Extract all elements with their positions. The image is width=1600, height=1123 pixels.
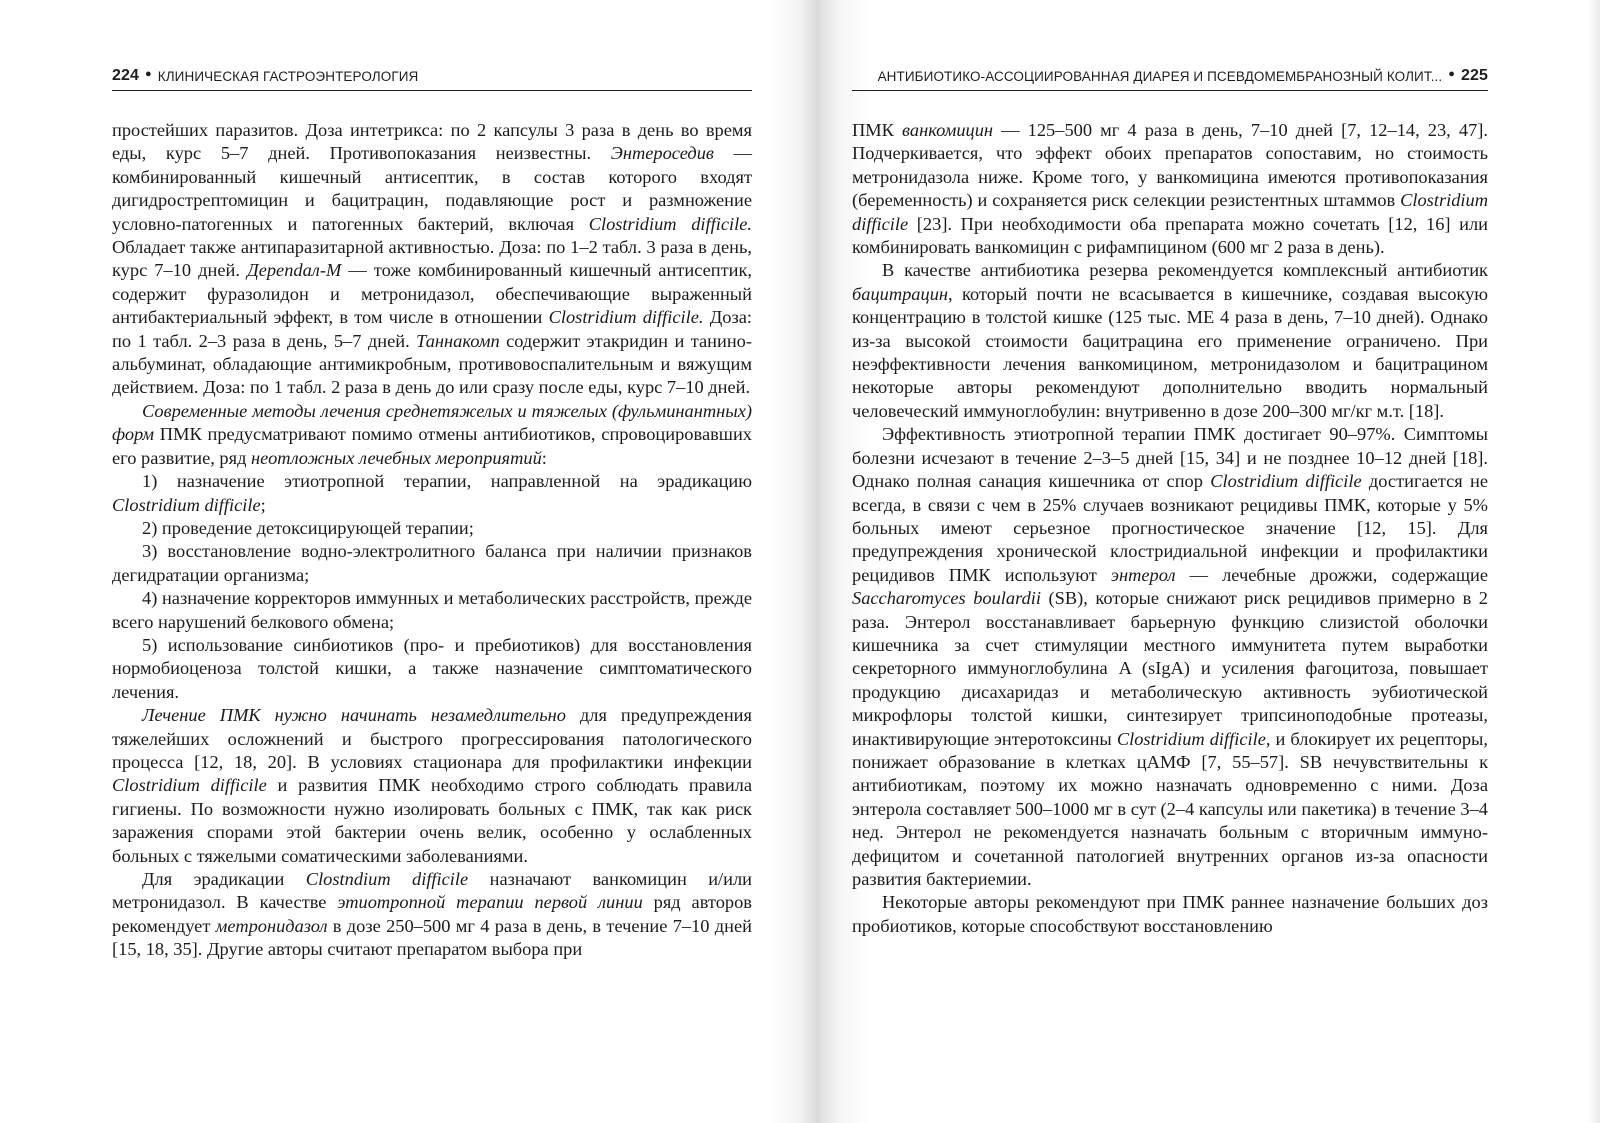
paragraph: Лечение ПМК нужно начинать незамедлительно для предупреждения тяжелейших осложнений и быстрого прогрессирования патологического процесса [12, 18, 20]. В условиях стационара для профилактики инфекции Clostridium difficile и развития ПМК необходимо строго соблюдать правила гигиены. По возможности нужно изолировать больных с ПМК, так как риск заражения спорами этой бактерии очень велик, особенно у ослабленных больных с тяжелыми соматическими заболеваниями. — [112, 705, 752, 866]
paragraph: Некоторые авторы рекомендуют при ПМК раннее назначение больших доз пробиотиков, которые способствуют восстановлению — [852, 892, 1488, 936]
paragraph: В качестве антибиотика резерва рекомендуется комплексный антибиотик бацитрацин, который почти не всасывается в кишечнике, создавая высокую концентрацию в толстой кишке (125 тыс. МЕ 4 раза в день, 7–10 дней). Однако из-за высокой стоимости бацитрацина его применение ограничено. При неэффективности лечения ванкомицином, метронидазолом и бацитрацином некоторые авторы рекомендуют дополнительно вводить нормальный человеческий иммуноглобулин: внутривенно в дозе 200–300 мг/кг м.т. [18]. — [852, 260, 1488, 421]
right-running-head-title: АНТИБИОТИКО-АССОЦИИРОВАННАЯ ДИАРЕЯ И ПСЕВДОМЕМБРАНОЗНЫЙ КОЛИТ... — [877, 68, 1443, 84]
paragraph: Современные методы лечения среднетяжелых и тяжелых (фульминантных) форм ПМК предусматривают помимо отмены антибиотиков, спровоцировавших его развитие, ряд неотложных лечебных мероприятий: — [112, 400, 752, 468]
page-edge — [1588, 0, 1600, 1123]
left-running-header — [112, 62, 752, 91]
paragraph: простейших паразитов. Доза интетрикса: по 2 капсулы 3 раза в день во время еды, курс 5–7 дней. Противопоказания неизвестны. Энтероседив — комбинированный кишечный антисептик, в состав которого входят дигидрострептомицин и бацитрацин, подавляющие рост и размножение условно-патогенных и патогенных бактерий, включая Clostridium difficile. Обладает также антипаразитарной активностью. Доза: по 1–2 табл. 3 раза в день, курс 7–10 дней. Дependaл-М — тоже комбинированный кишечный антисептик, содержит фуразолидон и метронидазол, обеспечивающие выраженный антибактериальный эффект, в том числе в отношении Clostridium difficile. Доза: по 1 табл. 2–3 раза в день, 5–7 дней. Таннакомп содержит этакридин и таниноальбуминат, обладающие антимикробным, противовоспалительным и вяжущим действием. Доза: по 1 табл. 2 раза в день до или сразу после еды, курс 7–10 дней. — [112, 120, 753, 398]
header-bullet-icon: ● — [145, 68, 152, 80]
paragraph: Эффективность этиотропной терапии ПМК достигает 90–97%. Симптомы болезни исчезают в течение 2–3–5 дней [15, 34] и не позднее 10–12 дней [18]. Однако полная санация кишечника от спор Clostridium difficile достигается не всегда, в связи с чем в 25% случаев возникают рецидивы ПМК, которые у 5% больных имеют серьезное прогностическое значение [12, 15]. Для предупреждения хронической клостридиальной инфекции и профилактики рецидивов ПМК используют энтерол — лечебные дрожжи, содержащие Saccharomyces boulardii (SB), которые снижают риск рецидивов примерно в 2 раза. Энтерол восстанавливает барьерную функцию слизистой оболочки кишечника за счет стимуляции местного иммунитета путем выработки секреторного иммуноглобулина A (sIgA) и усиления фагоцитоза, повышает продукцию дисахаридаз и метаболическую активность эубиотической микрофлоры толстой кишки, синтезирует трипсиноподобные протеазы, инактивирующие энтеротоксины Clostridium difficile, и блокирует их рецепторы, понижает образование в клетках цАМФ [7, 55–57]. SB нечувствительны к антибиотикам, поэтому их можно назначать одновременно с ними. Доза энтерола составляет 500–1000 мг в сут (2–4 капсулы или пакетика) в течение 3–4 нед. Энтерол не рекомендуется назначать больным с вторичным иммунодефицитом и сочетанной патологией внутренних органов из-за опасности развития бактериемии. — [852, 424, 1488, 889]
header-bullet-icon: ● — [1448, 68, 1455, 80]
paragraph: Для эрадикации Clostndium difficile назначают ванкомицин и/или метронидазол. В качестве этиотропной терапии первой линии ряд авторов рекомендует метронидазол в дозе 250–500 мг 4 раза в день, в течение 7–10 дней [15, 18, 35]. Другие авторы считают препаратом выбора при — [112, 869, 753, 960]
left-page — [112, 62, 752, 962]
list-item: 1) назначение этиотропной терапии, направленной на эрадикацию Clostridium difficile; — [112, 471, 752, 515]
list-item: 4) назначение корректоров иммунных и метаболических расстройств, прежде всего нарушений белкового обмена; — [112, 588, 752, 632]
list-item: 2) проведение детоксицирующей терапии; — [142, 517, 474, 538]
right-page — [852, 62, 1488, 938]
right-page-body — [852, 119, 1488, 938]
paragraph: ПМК ванкомицин — 125–500 мг 4 раза в день, 7–10 дней [7, 12–14, 23, 47]. Подчеркивается, что эффект обоих препаратов сопоставим, но стоимость метронидазола ниже. Кроме того, у ванкомицина имеются противопоказания (беременность) и сохраняется риск селекции резистентных штаммов Clostridium difficile [23]. При необходимости оба препарата можно сочетать [12, 16] или комбинировать ванкомицин с рифампицином (600 мг 2 раза в день). — [852, 120, 1489, 258]
right-running-header — [852, 62, 1488, 91]
list-item: 5) использование синбиотиков (про- и пребиотиков) для восстановления нормобиоценоза толстой кишки, а также назначение симптоматического лечения. — [112, 634, 752, 702]
list-item: 3) восстановление водно-электролитного баланса при наличии признаков дегидратации организма; — [112, 541, 752, 585]
left-page-number: 224 — [112, 67, 139, 84]
left-running-head-title: КЛИНИЧЕСКАЯ ГАСТРОЭНТЕРОЛОГИЯ — [157, 68, 419, 84]
right-page-number: 225 — [1461, 67, 1488, 84]
left-page-body — [112, 119, 752, 962]
